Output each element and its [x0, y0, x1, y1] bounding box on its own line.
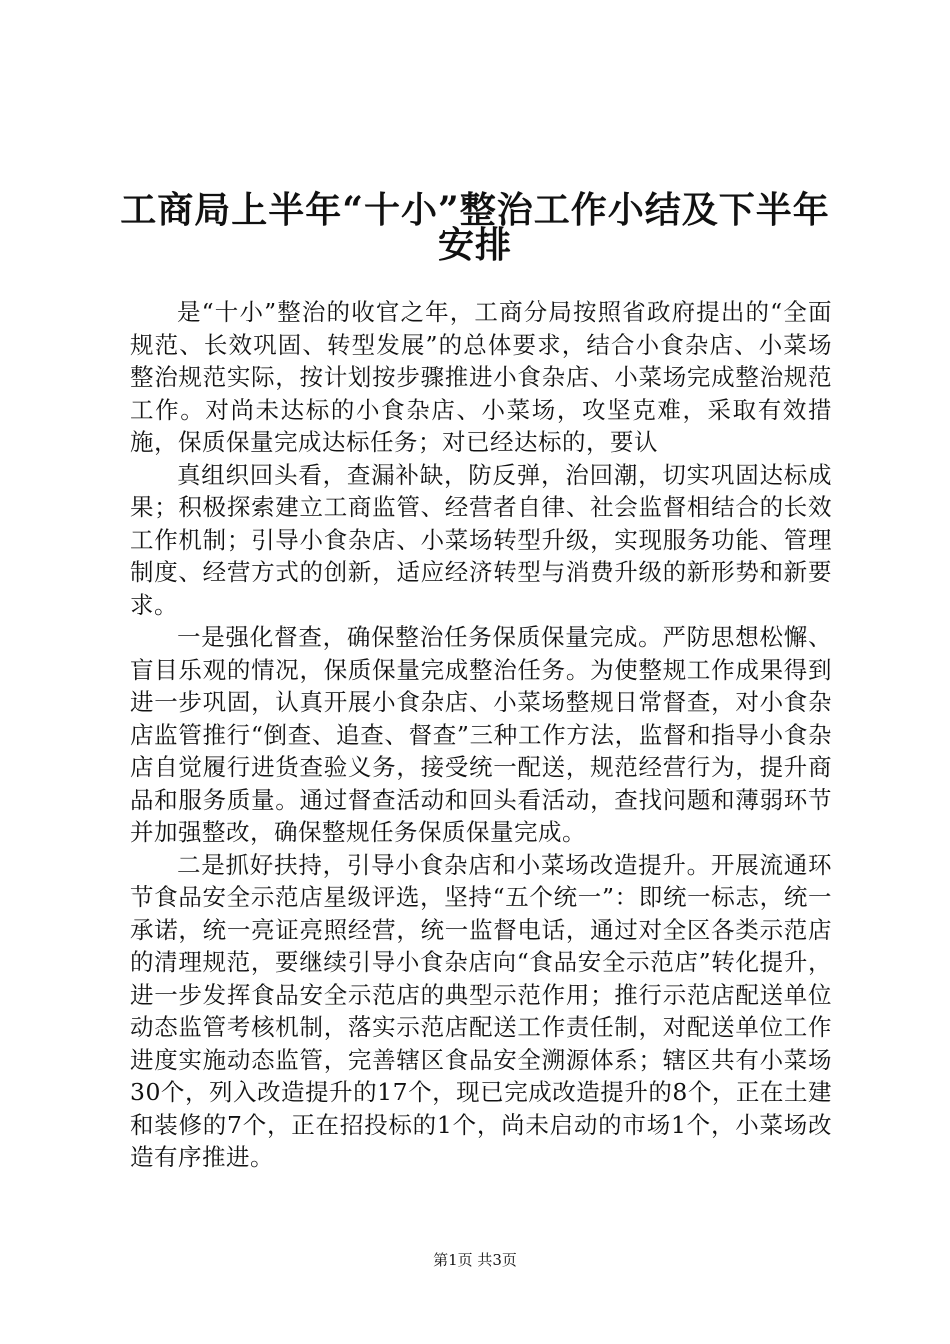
paragraph-4: 二是抓好扶持，引导小食杂店和小菜场改造提升。开展流通环节食品安全示范店星级评选，坚持“五个统一”：即统一标志，统一承诺，统一亮证亮照经营，统一监督电话，通过对全区各类示范店的清理规范，要继续引导小食杂店向“食品安全示范店”转化提升，进一步发挥食品安全示范店的典型示范作用；推行示范店配送单位动态监管考核机制，落实示范店配送工作责任制，对配送单位工作进度实施动态监管，完善辖区食品安全溯源体系；辖区共有小菜场30个，列入改造提升的17个，现已完成改造提升的8个，正在土建和装修的7个，正在招投标的1个，尚未启动的市场1个，小菜场改造有序推进。 [130, 850, 832, 1171]
document-body [130, 296, 832, 1174]
document-title-line-1: 工商局上半年“十小”整治工作小结及下半年 [120, 189, 830, 231]
paragraph-3: 一是强化督查，确保整治任务保质保量完成。严防思想松懈、盲目乐观的情况，保质保量完成整治任务。为使整规工作成果得到进一步巩固，认真开展小食杂店、小菜场整规日常督查，对小食杂店监管推行“倒查、追查、督查”三种工作方法，监督和指导小食杂店自觉履行进货查验义务，接受统一配送，规范经营行为，提升商品和服务质量。通过督查活动和回头看活动，查找问题和薄弱环节并加强整改，确保整规任务保质保量完成。 [130, 623, 832, 846]
paragraph-1: 是“十小”整治的收官之年，工商分局按照省政府提出的“全面规范、长效巩固、转型发展”的总体要求，结合小食杂店、小菜场整治规范实际，按计划按步骤推进小食杂店、小菜场完成整治规范工作。对尚未达标的小食杂店、小菜场，攻坚克难，采取有效措施，保质保量完成达标任务；对已经达标的，要认 [130, 298, 832, 456]
document-title-line-2: 安排 [437, 224, 512, 266]
paragraph-2: 真组织回头看，查漏补缺，防反弹，治回潮，切实巩固达标成果；积极探索建立工商监管、经营者自律、社会监督相结合的长效工作机制；引导小食杂店、小菜场转型升级，实现服务功能、管理制度、经营方式的创新，适应经济转型与消费升级的新形势和新要求。 [130, 460, 832, 619]
page-footer: 第1页 共3页 [433, 1251, 517, 1269]
